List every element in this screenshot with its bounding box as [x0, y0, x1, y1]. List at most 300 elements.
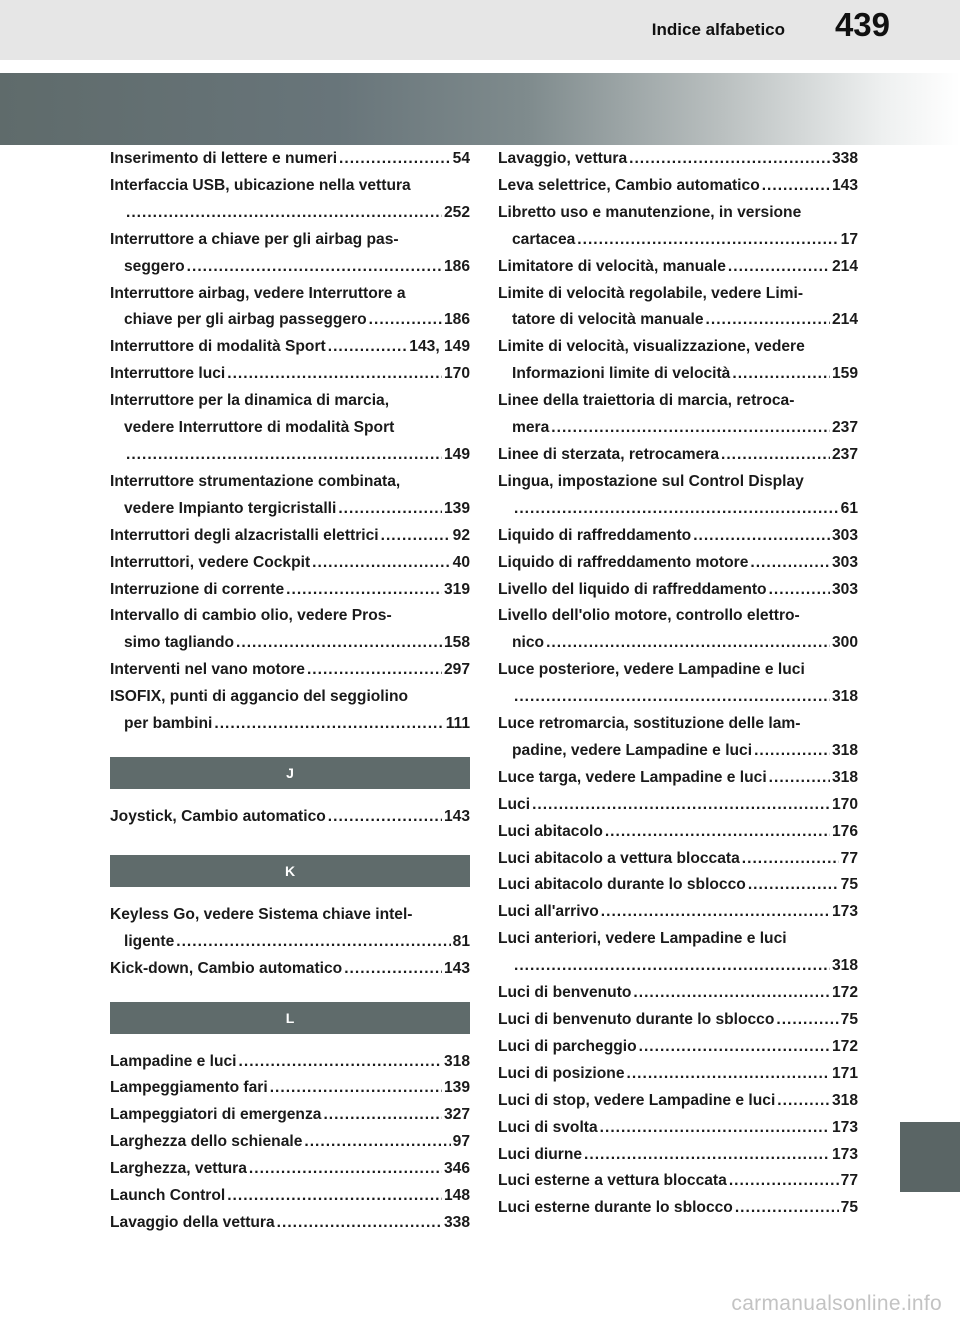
index-entry: [498, 200, 858, 254]
index-entry-line: [110, 361, 470, 388]
index-entry: [110, 173, 470, 227]
index-entry-line: [498, 980, 858, 1007]
index-entry: [498, 765, 858, 792]
index-entry-line: [498, 361, 858, 388]
entries-k: [110, 902, 470, 983]
index-column-right: [498, 146, 858, 1222]
index-entry-line: [110, 1075, 470, 1102]
entry-text: Luce retromarcia, sostituzione delle lam-: [498, 715, 801, 733]
entry-page-ref[interactable]: 214: [831, 311, 858, 329]
entry-text: Lavaggio, vettura: [498, 150, 628, 167]
entry-text: Launch Control: [110, 1187, 226, 1205]
index-entry: [498, 334, 858, 388]
entry-page-ref[interactable]: 61: [840, 499, 858, 517]
entry-page-ref[interactable]: 346: [443, 1160, 470, 1178]
index-entry-line: [110, 956, 470, 983]
entry-text: Joystick, Cambio automatico: [110, 807, 326, 825]
dot-leader: [627, 146, 830, 173]
index-entry-line: [498, 738, 858, 765]
index-entry-line: [498, 577, 858, 604]
index-entry: [498, 254, 858, 281]
entry-page-ref[interactable]: 77: [840, 1172, 858, 1190]
dot-leader: [247, 1156, 442, 1183]
index-entry: [110, 550, 470, 577]
entry-page-ref[interactable]: 143: [443, 959, 470, 977]
entry-page-ref[interactable]: 143, 149: [409, 338, 470, 356]
entry-text: Luci esterne durante lo sblocco: [498, 1199, 733, 1217]
entry-page-ref[interactable]: 297: [443, 661, 470, 679]
entry-text: Kick-down, Cambio automatico: [110, 959, 343, 977]
dot-leader: [367, 307, 442, 334]
index-entry: [498, 603, 858, 657]
dot-leader: [691, 523, 830, 550]
index-entry: [498, 711, 858, 765]
index-entry: [498, 899, 858, 926]
entry-text: simo tagliando: [124, 634, 235, 652]
index-entry-line: [110, 657, 470, 684]
index-entry-line: [110, 1129, 470, 1156]
dot-leader: [704, 307, 830, 334]
index-entry-line: [498, 899, 858, 926]
index-entry: [110, 577, 470, 604]
index-entry: [110, 361, 470, 388]
index-entry-line: [498, 469, 858, 496]
dot-leader: [549, 415, 830, 442]
entry-page-ref[interactable]: 237: [831, 419, 858, 437]
index-entry-line: [498, 281, 858, 308]
entry-page-ref[interactable]: 92: [452, 526, 470, 544]
entry-text: vedere Interruttore di modalità Sport: [124, 419, 395, 437]
page-header-title: Indice alfabetico: [651, 20, 785, 39]
index-entry: [110, 146, 470, 173]
entry-text: Interruzione di corrente: [110, 580, 285, 598]
entry-page-ref[interactable]: 186: [443, 311, 470, 329]
dot-leader: [631, 980, 830, 1007]
entry-text: Luci di benvenuto: [498, 984, 632, 1002]
index-entry: [110, 1049, 470, 1076]
index-entry: [498, 926, 858, 980]
entry-page-ref[interactable]: 75: [840, 1011, 858, 1028]
entry-page-ref[interactable]: 173: [831, 1118, 858, 1136]
index-entry-line: [110, 630, 470, 657]
index-entry: [498, 1061, 858, 1088]
index-entry-line: [110, 200, 470, 227]
dot-leader: [342, 956, 442, 983]
index-entry-line: [110, 1156, 470, 1183]
entry-page-ref[interactable]: 111: [445, 715, 470, 733]
index-entry: [110, 804, 470, 831]
header-gradient-banner: [0, 73, 960, 145]
index-entry: [110, 684, 470, 738]
index-entry-line: [498, 603, 858, 630]
entry-page-ref[interactable]: 139: [443, 499, 470, 517]
index-entry-line: [498, 792, 858, 819]
entry-page-ref[interactable]: 172: [831, 1037, 858, 1055]
dot-leader: [124, 442, 442, 469]
entry-text: Lampeggiatori di emergenza: [110, 1106, 322, 1124]
entry-text: Lavaggio della vettura: [110, 1214, 275, 1231]
entry-page-ref[interactable]: 318: [443, 1052, 470, 1070]
dot-leader: [625, 1061, 830, 1088]
entry-page-ref[interactable]: 318: [831, 768, 858, 786]
index-entry: [498, 819, 858, 846]
entry-text: Luci abitacolo durante lo sblocco: [498, 876, 746, 894]
entries-l: [110, 1049, 470, 1237]
index-entry-line: [110, 254, 470, 281]
entry-text: Lampeggiamento fari: [110, 1079, 268, 1097]
index-entry: [110, 523, 470, 550]
entry-page-ref[interactable]: 40: [452, 553, 470, 571]
index-entry-line: [110, 496, 470, 523]
entry-text: ligente: [124, 932, 175, 950]
entry-text: Linee di sterzata, retrocamera: [498, 445, 720, 463]
entry-text: tatore di velocità manuale: [512, 311, 704, 329]
dot-leader: [719, 442, 830, 469]
index-entry-line: [110, 281, 470, 308]
dot-leader: [775, 1088, 830, 1115]
index-entry: [110, 657, 470, 684]
index-entry-line: [110, 684, 470, 711]
index-entry: [498, 980, 858, 1007]
index-entry-line: [110, 442, 470, 469]
index-entry-line: [498, 711, 858, 738]
entry-page-ref[interactable]: 338: [443, 1214, 470, 1231]
entry-text: Interruttore a chiave per gli airbag pas-: [110, 230, 399, 248]
entry-page-ref[interactable]: 143: [443, 807, 470, 825]
entry-page-ref[interactable]: 173: [831, 903, 858, 921]
index-entry-line: [110, 388, 470, 415]
dot-leader: [512, 684, 830, 711]
index-entry: [110, 469, 470, 523]
entry-text: Luce targa, vedere Lampadine e luci: [498, 768, 767, 786]
entry-page-ref[interactable]: 303: [831, 553, 858, 571]
index-entry: [110, 1183, 470, 1210]
index-entry: [498, 1168, 858, 1195]
entry-page-ref[interactable]: 149: [443, 445, 470, 463]
dot-leader: [326, 334, 408, 361]
entry-text: Leva selettrice, Cambio automatico: [498, 176, 760, 194]
entry-text: Limitatore di velocità, manuale: [498, 257, 726, 275]
entry-text: padine, vedere Lampadine e luci: [512, 741, 753, 759]
entry-page-ref[interactable]: 158: [443, 634, 470, 652]
index-entry-line: [110, 1049, 470, 1076]
dot-leader: [733, 1195, 839, 1222]
index-entry: [498, 146, 858, 173]
index-entry-line: [498, 657, 858, 684]
index-entry-line: [498, 334, 858, 361]
entry-page-ref[interactable]: 97: [452, 1133, 470, 1151]
dot-leader: [599, 899, 830, 926]
index-entry-line: [110, 334, 470, 361]
entry-page-ref[interactable]: 77: [840, 849, 858, 867]
dot-leader: [603, 819, 830, 846]
dot-leader: [336, 496, 442, 523]
section-header-k: K: [110, 855, 470, 887]
entry-text: Lampadine e luci: [110, 1052, 237, 1070]
dot-leader: [752, 738, 830, 765]
dot-leader: [284, 577, 442, 604]
index-entry-line: [498, 1088, 858, 1115]
dot-leader: [767, 765, 830, 792]
index-entry: [498, 657, 858, 711]
index-entry-line: [498, 1007, 858, 1034]
index-entry-line: [498, 388, 858, 415]
dot-leader: [726, 254, 830, 281]
entry-text: Luci anteriori, vedere Lampadine e luci: [498, 930, 787, 948]
dot-leader: [321, 1102, 442, 1129]
index-entry-line: [498, 630, 858, 657]
page-number: 439: [834, 6, 890, 43]
entry-text: Informazioni limite di velocità: [512, 365, 731, 383]
entry-page-ref[interactable]: 139: [443, 1079, 470, 1097]
index-entry: [498, 1088, 858, 1115]
index-entry-line: [498, 1034, 858, 1061]
index-entry-line: [498, 1168, 858, 1195]
index-entry: [498, 792, 858, 819]
entry-text: ISOFIX, punti di aggancio del seggiolino: [110, 688, 409, 706]
entry-text: Interruttori, vedere Cockpit: [110, 553, 311, 571]
index-entry-line: [498, 684, 858, 711]
entry-text: Luci esterne a vettura bloccata: [498, 1172, 727, 1190]
index-entry-line: [110, 1210, 470, 1237]
index-entry-line: [110, 523, 470, 550]
dot-leader: [512, 953, 830, 980]
entries-top: [110, 146, 470, 738]
section-header-l: L: [110, 1002, 470, 1034]
index-entry-line: [498, 442, 858, 469]
dot-leader: [379, 523, 451, 550]
index-entry-line: [498, 200, 858, 227]
entry-text: Interruttore luci: [110, 365, 226, 383]
index-entry-line: [498, 765, 858, 792]
dot-leader: [746, 872, 839, 899]
index-entry-line: [110, 146, 470, 173]
dot-leader: [598, 1115, 830, 1142]
entry-text: Luci abitacolo a vettura bloccata: [498, 849, 740, 867]
dot-leader: [748, 550, 830, 577]
entry-text: Interruttori degli alzacristalli elettrici: [110, 526, 379, 544]
entry-text: Larghezza dello schienale: [110, 1133, 303, 1151]
index-entry-line: [110, 902, 470, 929]
entry-text: Liquido di raffreddamento motore: [498, 553, 749, 571]
entry-page-ref[interactable]: 173: [831, 1145, 858, 1163]
entry-page-ref[interactable]: 172: [831, 984, 858, 1002]
dot-leader: [544, 630, 830, 657]
entry-page-ref[interactable]: 300: [831, 634, 858, 652]
index-entry-line: [498, 227, 858, 254]
index-entry: [498, 1115, 858, 1142]
entry-text: Luci abitacolo: [498, 822, 603, 840]
index-entry-line: [110, 307, 470, 334]
entry-text: Liquido di raffreddamento: [498, 526, 692, 544]
index-entry: [110, 388, 470, 469]
dot-leader: [212, 711, 443, 738]
dot-leader: [582, 1142, 830, 1169]
entry-text: Luci di posizione: [498, 1064, 625, 1082]
entry-page-ref[interactable]: 327: [443, 1106, 470, 1124]
entry-text: Larghezza, vettura: [110, 1160, 247, 1178]
entry-text: Interruttore di modalità Sport: [110, 338, 326, 356]
entry-page-ref[interactable]: 237: [831, 445, 858, 463]
index-entry-line: [110, 1183, 470, 1210]
entry-text: Luci di svolta: [498, 1118, 598, 1136]
dot-leader: [512, 496, 839, 523]
index-entry-line: [498, 953, 858, 980]
index-column-left: [110, 146, 470, 1237]
header-band: [0, 0, 960, 60]
dot-leader: [727, 1168, 839, 1195]
index-entry: [110, 1129, 470, 1156]
index-entry-line: [110, 1102, 470, 1129]
dot-leader: [185, 254, 442, 281]
entry-text: Keyless Go, vedere Sistema chiave intel-: [110, 905, 413, 923]
index-entry-line: [110, 550, 470, 577]
dot-leader: [730, 361, 830, 388]
index-entry: [498, 469, 858, 523]
entry-page-ref[interactable]: 143: [831, 176, 858, 194]
index-entry-line: [498, 146, 858, 173]
index-entry: [110, 902, 470, 956]
index-entry: [110, 227, 470, 281]
entry-page-ref[interactable]: 159: [831, 365, 858, 383]
entry-page-ref[interactable]: 170: [443, 365, 470, 383]
index-entry: [498, 1195, 858, 1222]
index-entry: [498, 523, 858, 550]
entry-text: chiave per gli airbag passeggero: [124, 311, 367, 329]
index-entry: [498, 281, 858, 335]
index-entry-line: [498, 819, 858, 846]
dot-leader: [760, 173, 830, 200]
entry-page-ref[interactable]: 303: [831, 580, 858, 598]
entry-page-ref[interactable]: 214: [831, 257, 858, 275]
entry-page-ref[interactable]: 171: [831, 1064, 858, 1082]
index-entry-line: [498, 173, 858, 200]
index-entry: [498, 872, 858, 899]
index-entry: [498, 388, 858, 442]
dot-leader: [530, 792, 830, 819]
index-entry: [110, 281, 470, 335]
dot-leader: [767, 577, 830, 604]
entry-text: Luce posteriore, vedere Lampadine e luci: [498, 661, 805, 679]
entry-page-ref[interactable]: 252: [443, 203, 470, 221]
index-entry: [498, 1034, 858, 1061]
entry-page-ref[interactable]: 318: [831, 1091, 858, 1109]
dot-leader: [637, 1034, 830, 1061]
dot-leader: [237, 1049, 442, 1076]
entry-page-ref[interactable]: 318: [831, 688, 858, 706]
dot-leader: [302, 1129, 450, 1156]
dot-leader: [234, 630, 442, 657]
index-entry: [498, 577, 858, 604]
index-entry-line: [498, 1142, 858, 1169]
dot-leader: [326, 804, 442, 831]
chapter-side-tab: [900, 1122, 960, 1192]
index-entry: [110, 1210, 470, 1237]
index-entry: [110, 956, 470, 983]
dot-leader: [275, 1210, 442, 1237]
index-entry-line: [110, 469, 470, 496]
entry-page-ref[interactable]: 75: [840, 1199, 858, 1217]
index-entry-line: [110, 227, 470, 254]
index-entry-line: [498, 846, 858, 873]
entry-page-ref[interactable]: 148: [443, 1187, 470, 1205]
entry-text: Lingua, impostazione sul Control Display: [498, 472, 804, 490]
index-entry-line: [498, 1115, 858, 1142]
entry-page-ref[interactable]: 318: [831, 957, 858, 975]
index-entry-line: [110, 929, 470, 956]
index-entry-line: [110, 173, 470, 200]
index-entry-line: [110, 804, 470, 831]
index-entry: [498, 442, 858, 469]
entry-text: Livello dell'olio motore, controllo elettro-: [498, 607, 800, 625]
dot-leader: [740, 846, 839, 873]
entry-text: Interventi nel vano motore: [110, 661, 305, 679]
entry-page-ref[interactable]: 303: [831, 526, 858, 544]
index-entry: [498, 846, 858, 873]
entry-text: cartacea: [512, 230, 576, 248]
entry-text: Interruttore strumentazione combinata,: [110, 472, 401, 490]
entry-page-ref[interactable]: 170: [831, 795, 858, 813]
entry-text: Interfaccia USB, ubicazione nella vettura: [110, 176, 411, 194]
index-entry-line: [110, 577, 470, 604]
entry-text: seggero: [124, 257, 185, 275]
entry-page-ref[interactable]: 75: [840, 876, 858, 894]
entry-text: Luci all'arrivo: [498, 903, 599, 921]
entry-page-ref[interactable]: 176: [831, 822, 858, 840]
index-entry-line: [110, 603, 470, 630]
index-entry-line: [498, 523, 858, 550]
entry-page-ref[interactable]: 319: [443, 580, 470, 598]
entry-page-ref[interactable]: 54: [452, 150, 470, 167]
entry-text: nico: [512, 634, 545, 652]
entry-text: Luci: [498, 795, 531, 813]
dot-leader: [310, 550, 450, 577]
entry-page-ref[interactable]: 81: [452, 932, 470, 950]
index-entry: [498, 550, 858, 577]
entry-text: Luci diurne: [498, 1145, 583, 1163]
index-entry: [498, 1007, 858, 1034]
index-entry-line: [498, 550, 858, 577]
entry-text: Luci di parcheggio: [498, 1037, 637, 1055]
entry-page-ref[interactable]: 186: [443, 257, 470, 275]
watermark: carmanualsonline.info: [731, 1292, 942, 1315]
entry-text: Interruttore per la dinamica di marcia,: [110, 392, 390, 410]
entry-text: Luci di stop, vedere Lampadine e luci: [498, 1091, 776, 1109]
dot-leader: [225, 361, 442, 388]
entry-page-ref[interactable]: 17: [840, 230, 858, 248]
dot-leader: [575, 227, 838, 254]
entry-text: Inserimento di lettere e numeri: [110, 150, 338, 167]
entries-right: [498, 146, 858, 1222]
index-entry: [110, 603, 470, 657]
dot-leader: [225, 1183, 442, 1210]
index-entry-line: [498, 1061, 858, 1088]
index-entry-line: [498, 872, 858, 899]
section-header-j: J: [110, 757, 470, 789]
entry-text: Limite di velocità, visualizzazione, vedere: [498, 338, 805, 356]
dot-leader: [337, 146, 451, 173]
dot-leader: [124, 200, 442, 227]
entry-page-ref[interactable]: 318: [831, 741, 858, 759]
index-entry-line: [498, 415, 858, 442]
entry-text: Intervallo di cambio olio, vedere Pros-: [110, 607, 392, 625]
index-entry-line: [110, 415, 470, 442]
entry-text: Interruttore airbag, vedere Interruttore a: [110, 284, 406, 302]
index-entry-line: [498, 496, 858, 523]
entry-page-ref[interactable]: 338: [831, 150, 858, 167]
dot-leader: [174, 929, 450, 956]
index-entry: [110, 1102, 470, 1129]
